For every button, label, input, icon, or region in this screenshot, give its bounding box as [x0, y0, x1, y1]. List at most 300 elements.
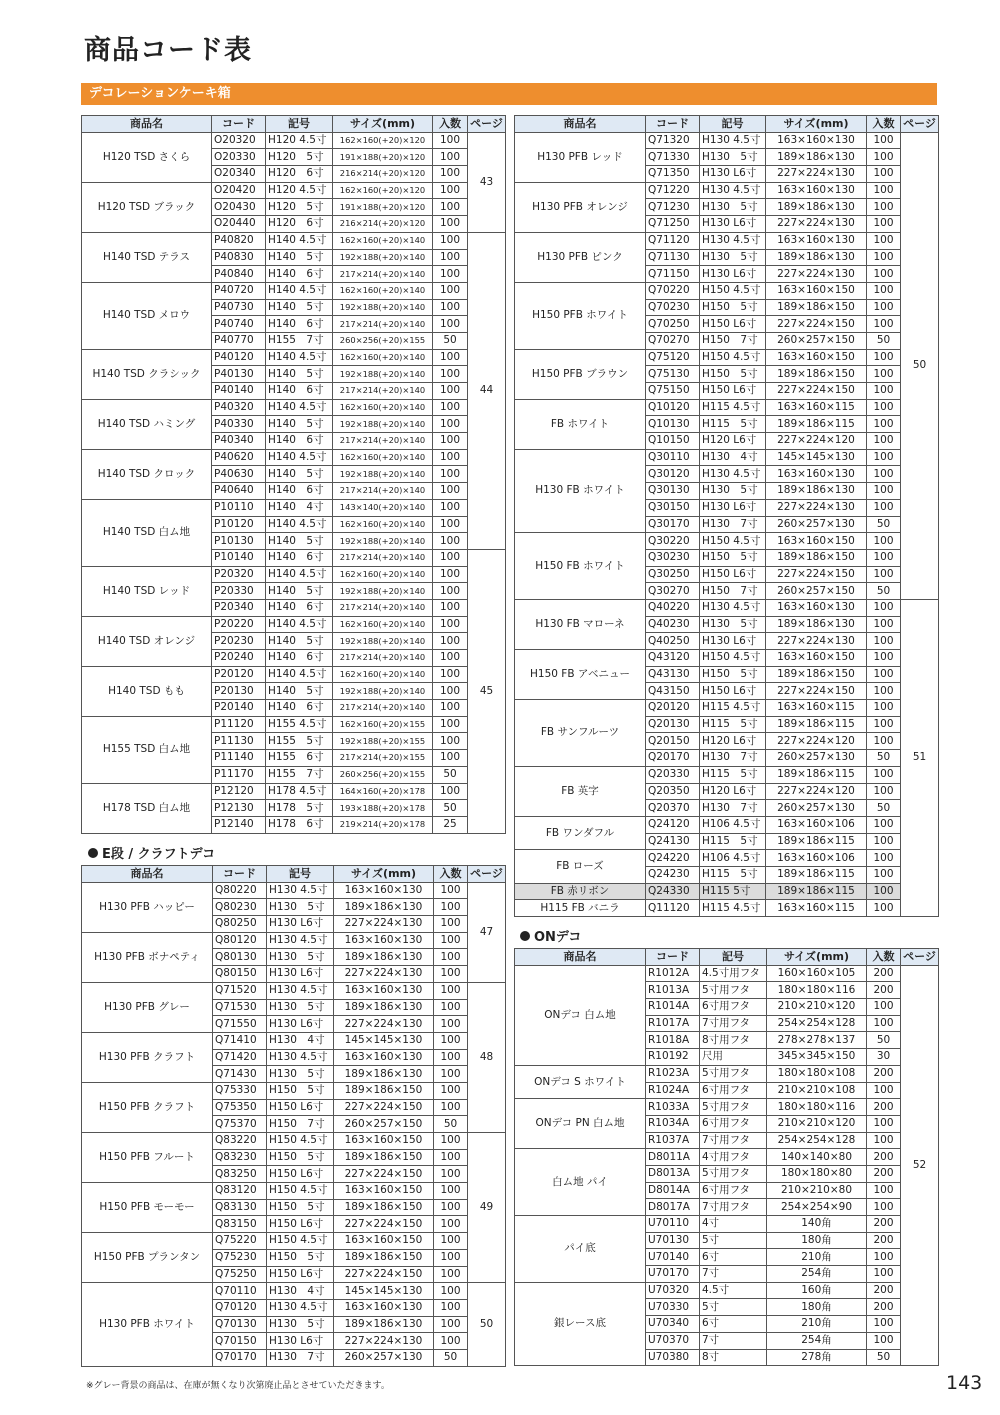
product-code: O20420 — [212, 182, 266, 199]
product-quantity: 200 — [867, 1282, 901, 1299]
product-quantity: 100 — [433, 266, 468, 283]
product-size: 191×188(+20)×120 — [333, 149, 433, 166]
product-symbol: 6寸用フタ — [700, 1115, 767, 1132]
product-size: 254×254×128 — [767, 1015, 867, 1032]
product-size: 163×160×150 — [766, 650, 867, 667]
product-symbol: H130 L6寸 — [700, 216, 766, 233]
product-code: U70380 — [646, 1349, 700, 1366]
product-quantity: 100 — [434, 949, 468, 966]
product-symbol: H150 4.5寸 — [267, 1183, 334, 1200]
product-name: H150 FB アベニュー — [515, 650, 646, 700]
table-row — [82, 132, 506, 149]
product-symbol: H115 5寸 — [700, 866, 766, 883]
product-code: D8014A — [646, 1182, 700, 1199]
product-symbol: H130 5寸 — [700, 616, 766, 633]
product-code: P40630 — [212, 466, 266, 483]
product-quantity: 100 — [867, 466, 901, 483]
footnote: ※グレー背景の商品は、在庫が無くなり次第廃止品とさせていただきます。 — [86, 1381, 390, 1391]
product-quantity: 100 — [433, 750, 468, 767]
product-code: P10110 — [212, 499, 266, 516]
product-quantity: 100 — [433, 132, 468, 149]
product-quantity: 100 — [867, 199, 901, 216]
product-size: 193×188(+20)×178 — [333, 800, 433, 817]
bullet-icon — [520, 931, 530, 941]
product-quantity: 100 — [434, 1133, 468, 1150]
product-symbol: H140 4.5寸 — [266, 282, 333, 299]
product-quantity: 100 — [434, 1032, 468, 1049]
product-symbol: H140 5寸 — [266, 299, 333, 316]
product-code: U70320 — [646, 1282, 700, 1299]
product-code: Q20370 — [646, 800, 700, 817]
product-code: R1014A — [646, 999, 700, 1016]
product-size: 162×160(+20)×140 — [333, 666, 433, 683]
product-symbol: H140 4.5寸 — [266, 516, 333, 533]
product-code: R1034A — [646, 1115, 700, 1132]
product-symbol: H150 L6寸 — [267, 1216, 334, 1233]
table-row — [515, 850, 939, 867]
product-symbol: H120 5寸 — [266, 149, 333, 166]
product-code: Q71410 — [213, 1032, 267, 1049]
product-quantity: 100 — [433, 533, 468, 550]
product-symbol: H115 5寸 — [700, 416, 766, 433]
product-size: 216×214(+20)×120 — [333, 166, 433, 183]
product-quantity: 25 — [433, 816, 468, 833]
product-size: 189×186×130 — [334, 1316, 434, 1333]
table-row — [82, 1183, 506, 1200]
product-size: 163×160×130 — [766, 599, 867, 616]
product-code: Q70130 — [213, 1316, 267, 1333]
header-size: サイズ(mm) — [334, 866, 434, 883]
product-quantity: 100 — [433, 566, 468, 583]
product-symbol: H150 4.5寸 — [700, 650, 766, 667]
product-symbol: 6寸用フタ — [700, 1182, 767, 1199]
product-size: 192×188(+20)×140 — [333, 416, 433, 433]
product-quantity: 50 — [867, 583, 901, 600]
product-quantity: 100 — [867, 232, 901, 249]
product-code: Q70220 — [646, 282, 700, 299]
product-code: Q83150 — [213, 1216, 267, 1233]
product-code: Q10130 — [646, 416, 700, 433]
product-size: 162×160(+20)×140 — [333, 616, 433, 633]
product-quantity: 100 — [433, 182, 468, 199]
product-quantity: 100 — [867, 1332, 901, 1349]
table-row — [515, 282, 939, 299]
product-symbol: 7寸 — [700, 1266, 767, 1283]
product-symbol: H120 L6寸 — [700, 783, 766, 800]
product-quantity: 100 — [867, 1115, 901, 1132]
product-code: Q30230 — [646, 549, 700, 566]
product-code: Q24120 — [646, 816, 700, 833]
product-code: Q71230 — [646, 199, 700, 216]
product-size: 189×186×150 — [334, 1249, 434, 1266]
product-symbol: 4.5寸用フタ — [700, 965, 767, 982]
product-code: O20330 — [212, 149, 266, 166]
product-quantity: 100 — [867, 766, 901, 783]
product-size: 189×186×115 — [766, 416, 867, 433]
product-quantity: 100 — [867, 850, 901, 867]
product-table-fb — [514, 115, 939, 917]
product-symbol: H150 5寸 — [267, 1082, 334, 1099]
product-code: Q71120 — [646, 232, 700, 249]
product-name: パイ底 — [515, 1216, 646, 1283]
product-quantity: 100 — [867, 166, 901, 183]
header-symbol: 記号 — [266, 116, 333, 133]
product-code: P40120 — [212, 349, 266, 366]
product-size: 227×224×130 — [766, 499, 867, 516]
product-symbol: H115 4.5寸 — [700, 900, 766, 917]
product-quantity: 100 — [434, 1316, 468, 1333]
product-code: Q71430 — [213, 1066, 267, 1083]
product-size: 210×210×120 — [767, 1115, 867, 1132]
product-symbol: H140 6寸 — [266, 700, 333, 717]
product-size: 227×224×120 — [766, 433, 867, 450]
product-symbol: H130 L6寸 — [267, 1016, 334, 1033]
product-code: P20320 — [212, 566, 266, 583]
product-code: Q30130 — [646, 483, 700, 500]
header-code: コード — [646, 116, 700, 133]
product-quantity: 100 — [867, 416, 901, 433]
product-symbol: H150 7寸 — [700, 583, 766, 600]
product-code: Q71130 — [646, 249, 700, 266]
product-code: P40340 — [212, 433, 266, 450]
product-symbol: H130 5寸 — [700, 199, 766, 216]
section-heading-on-deco — [520, 926, 581, 945]
product-size: 260×257×150 — [334, 1116, 434, 1133]
page-ref: 51 — [901, 599, 939, 916]
product-size: 189×186×150 — [766, 366, 867, 383]
page-ref: 47 — [468, 882, 506, 982]
product-quantity: 100 — [867, 1182, 901, 1199]
product-symbol: H130 L6寸 — [267, 966, 334, 983]
product-size: 217×214(+20)×140 — [333, 383, 433, 400]
product-quantity: 100 — [434, 882, 468, 899]
product-symbol: H130 L6寸 — [700, 266, 766, 283]
product-code: Q71220 — [646, 182, 700, 199]
product-size: 189×186×130 — [334, 949, 434, 966]
table-row — [515, 1065, 939, 1082]
product-symbol: H130 4.5寸 — [267, 932, 334, 949]
product-size: 189×186×150 — [334, 1199, 434, 1216]
product-symbol: H130 4寸 — [700, 449, 766, 466]
product-size: 260×257×150 — [766, 583, 867, 600]
page-ref: 43 — [468, 132, 506, 232]
table-row — [82, 399, 506, 416]
table-row — [515, 900, 939, 917]
product-symbol: H155 7寸 — [266, 332, 333, 349]
product-quantity: 100 — [867, 282, 901, 299]
product-quantity: 100 — [867, 999, 901, 1016]
product-symbol: H130 4.5寸 — [267, 882, 334, 899]
product-symbol: H150 7寸 — [700, 332, 766, 349]
product-quantity: 100 — [867, 349, 901, 366]
product-name: H150 PFB フルート — [82, 1133, 213, 1183]
product-code: Q11120 — [646, 900, 700, 917]
product-code: P20330 — [212, 583, 266, 600]
header-page: ページ — [468, 116, 506, 133]
product-code: Q71420 — [213, 1049, 267, 1066]
product-code: Q30120 — [646, 466, 700, 483]
product-name: H140 TSD メロウ — [82, 282, 212, 349]
table-row — [515, 533, 939, 550]
product-code: Q40250 — [646, 633, 700, 650]
product-code: Q24230 — [646, 866, 700, 883]
page-title: 商品コード表 — [84, 35, 252, 66]
table-header-row — [82, 116, 506, 133]
table-header-row — [515, 116, 939, 133]
product-name: H130 PFB クラフト — [82, 1032, 213, 1082]
product-size: 162×160(+20)×140 — [333, 449, 433, 466]
product-size: 189×186×130 — [334, 1066, 434, 1083]
product-symbol: H150 5寸 — [700, 366, 766, 383]
product-size: 227×224×150 — [334, 1099, 434, 1116]
product-name: H150 PFB プランタン — [82, 1233, 213, 1283]
product-code: Q10120 — [646, 399, 700, 416]
product-code: P40840 — [212, 266, 266, 283]
product-quantity: 100 — [433, 716, 468, 733]
table-row — [82, 1133, 506, 1150]
header-code: コード — [646, 949, 700, 966]
product-code: Q24130 — [646, 833, 700, 850]
product-quantity: 100 — [867, 783, 901, 800]
product-code: R1012A — [646, 965, 700, 982]
table-row — [515, 1282, 939, 1299]
product-symbol: H140 5寸 — [266, 683, 333, 700]
product-quantity: 200 — [867, 1232, 901, 1249]
product-quantity: 100 — [434, 916, 468, 933]
product-size: 162×160(+20)×140 — [333, 516, 433, 533]
product-quantity: 200 — [867, 1099, 901, 1116]
product-code: P40130 — [212, 366, 266, 383]
product-size: 163×160×150 — [334, 1133, 434, 1150]
product-code: D8017A — [646, 1199, 700, 1216]
product-size: 189×186×115 — [766, 883, 867, 900]
product-quantity: 100 — [433, 299, 468, 316]
product-size: 180角 — [767, 1299, 867, 1316]
product-code: P40820 — [212, 232, 266, 249]
product-quantity: 100 — [433, 683, 468, 700]
product-size: 217×214(+20)×140 — [333, 316, 433, 333]
product-quantity: 100 — [867, 1249, 901, 1266]
product-size: 210角 — [767, 1249, 867, 1266]
product-quantity: 30 — [867, 1049, 901, 1066]
product-symbol: 5寸用フタ — [700, 1099, 767, 1116]
product-size: 145×145×130 — [334, 1032, 434, 1049]
product-quantity: 100 — [434, 932, 468, 949]
product-size: 180×180×116 — [767, 982, 867, 999]
product-quantity: 50 — [433, 766, 468, 783]
product-name: H130 FB マローネ — [515, 599, 646, 649]
product-code: Q71350 — [646, 166, 700, 183]
product-code: P40720 — [212, 282, 266, 299]
product-symbol: H130 L6寸 — [700, 166, 766, 183]
product-size: 260×256(+20)×155 — [333, 332, 433, 349]
product-size: 189×186×130 — [766, 149, 867, 166]
header-page: ページ — [468, 866, 506, 883]
product-code: Q30150 — [646, 499, 700, 516]
product-symbol: 6寸用フタ — [700, 1082, 767, 1099]
product-name: H150 PFB ブラウン — [515, 349, 646, 399]
product-name: H155 TSD 白ム地 — [82, 716, 212, 783]
product-symbol: H130 5寸 — [267, 1066, 334, 1083]
product-symbol: H140 5寸 — [266, 249, 333, 266]
product-quantity: 100 — [434, 1183, 468, 1200]
product-quantity: 100 — [867, 650, 901, 667]
product-size: 189×186×150 — [766, 299, 867, 316]
product-code: Q40230 — [646, 616, 700, 633]
product-code: Q20150 — [646, 733, 700, 750]
product-symbol: H115 5寸 — [700, 833, 766, 850]
product-name: 銀レース底 — [515, 1282, 646, 1365]
product-size: 217×214(+20)×155 — [333, 750, 433, 767]
product-symbol: 8寸 — [700, 1349, 767, 1366]
header-size: サイズ(mm) — [766, 116, 867, 133]
product-quantity: 100 — [433, 666, 468, 683]
product-size: 254角 — [767, 1266, 867, 1283]
product-size: 227×224×130 — [766, 633, 867, 650]
table-row — [515, 1216, 939, 1233]
product-symbol: H140 6寸 — [266, 433, 333, 450]
product-size: 227×224×130 — [766, 216, 867, 233]
product-quantity: 100 — [434, 1016, 468, 1033]
table-row — [82, 783, 506, 800]
product-code: Q20120 — [646, 700, 700, 717]
table-row — [515, 599, 939, 616]
product-quantity: 100 — [433, 466, 468, 483]
product-code: P40140 — [212, 383, 266, 400]
product-quantity: 100 — [434, 966, 468, 983]
product-symbol: H115 5寸 — [700, 883, 766, 900]
product-symbol: H106 4.5寸 — [700, 850, 766, 867]
product-quantity: 100 — [434, 999, 468, 1016]
product-name: FB ワンダフル — [515, 816, 646, 849]
product-code: Q24330 — [646, 883, 700, 900]
product-size: 192×188(+20)×140 — [333, 466, 433, 483]
product-symbol: H140 6寸 — [266, 316, 333, 333]
product-code: Q83220 — [213, 1133, 267, 1150]
product-symbol: H155 5寸 — [266, 733, 333, 750]
product-symbol: H130 4.5寸 — [700, 182, 766, 199]
product-size: 163×160×130 — [334, 1299, 434, 1316]
product-symbol: H130 4.5寸 — [267, 1049, 334, 1066]
product-size: 210×210×108 — [767, 1082, 867, 1099]
product-quantity: 100 — [433, 282, 468, 299]
product-code: O20320 — [212, 132, 266, 149]
product-size: 189×186×115 — [766, 766, 867, 783]
header-product-name: 商品名 — [515, 949, 646, 966]
product-size: 189×186×130 — [766, 199, 867, 216]
header-page: ページ — [901, 116, 939, 133]
product-quantity: 100 — [867, 1316, 901, 1333]
product-symbol: H130 4.5寸 — [700, 599, 766, 616]
product-size: 192×188(+20)×140 — [333, 249, 433, 266]
product-quantity: 100 — [867, 883, 901, 900]
product-quantity: 100 — [433, 249, 468, 266]
product-code: Q70110 — [213, 1283, 267, 1300]
product-size: 260×256(+20)×155 — [333, 766, 433, 783]
product-code: P12120 — [212, 783, 266, 800]
section-heading-e-flute — [88, 843, 215, 862]
product-code: Q75330 — [213, 1082, 267, 1099]
product-code: Q30110 — [646, 449, 700, 466]
product-quantity: 100 — [867, 700, 901, 717]
product-quantity: 100 — [867, 833, 901, 850]
product-name: H140 TSD クラシック — [82, 349, 212, 399]
product-size: 189×186×130 — [766, 616, 867, 633]
product-symbol: 7寸用フタ — [700, 1199, 767, 1216]
product-symbol: H130 5寸 — [700, 249, 766, 266]
product-size: 189×186×150 — [334, 1082, 434, 1099]
product-code: U70370 — [646, 1332, 700, 1349]
product-quantity: 100 — [867, 366, 901, 383]
product-quantity: 100 — [867, 383, 901, 400]
product-size: 227×224×150 — [766, 383, 867, 400]
product-code: P20340 — [212, 599, 266, 616]
product-name: H130 PFB オレンジ — [515, 182, 646, 232]
table-header-row — [82, 866, 506, 883]
page-ref: 48 — [468, 982, 506, 1132]
product-symbol: H120 L6寸 — [700, 433, 766, 450]
product-quantity: 100 — [433, 316, 468, 333]
header-code: コード — [212, 116, 266, 133]
product-code: Q70170 — [213, 1349, 267, 1366]
product-quantity: 100 — [867, 633, 901, 650]
product-size: 160×160×105 — [767, 965, 867, 982]
product-name: 白ム地 パイ — [515, 1149, 646, 1216]
product-size: 192×188(+20)×140 — [333, 299, 433, 316]
product-quantity: 100 — [434, 1049, 468, 1066]
product-code: Q70120 — [213, 1299, 267, 1316]
product-name: H140 TSD ハミング — [82, 399, 212, 449]
product-symbol: H150 5寸 — [700, 549, 766, 566]
product-size: 163×160×130 — [334, 982, 434, 999]
product-quantity: 100 — [867, 249, 901, 266]
product-symbol: H150 5寸 — [267, 1249, 334, 1266]
product-symbol: H130 7寸 — [700, 516, 766, 533]
product-quantity: 100 — [433, 349, 468, 366]
product-quantity: 100 — [434, 1216, 468, 1233]
table-row — [515, 1099, 939, 1116]
product-name: H115 FB バニラ — [515, 900, 646, 917]
product-symbol: H140 6寸 — [266, 383, 333, 400]
product-symbol: H155 7寸 — [266, 766, 333, 783]
product-quantity: 100 — [867, 533, 901, 550]
product-symbol: H140 4.5寸 — [266, 616, 333, 633]
product-symbol: H178 5寸 — [266, 800, 333, 817]
product-code: Q20170 — [646, 750, 700, 767]
product-code: P20230 — [212, 633, 266, 650]
product-quantity: 50 — [433, 332, 468, 349]
product-symbol: H140 5寸 — [266, 416, 333, 433]
product-quantity: 100 — [433, 650, 468, 667]
product-symbol: 6寸用フタ — [700, 999, 767, 1016]
product-quantity: 100 — [433, 399, 468, 416]
product-name: H130 PFB レッド — [515, 132, 646, 182]
product-symbol: 尺用 — [700, 1049, 767, 1066]
product-code: Q75150 — [646, 383, 700, 400]
product-quantity: 100 — [867, 866, 901, 883]
product-size: 189×186×115 — [766, 716, 867, 733]
product-symbol: H130 5寸 — [267, 1316, 334, 1333]
product-size: 192×188(+20)×155 — [333, 733, 433, 750]
product-size: 180×180×116 — [767, 1099, 867, 1116]
product-symbol: 7寸 — [700, 1332, 767, 1349]
product-code: Q80120 — [213, 932, 267, 949]
product-quantity: 100 — [867, 483, 901, 500]
product-size: 227×224×120 — [766, 783, 867, 800]
table-row — [515, 132, 939, 149]
product-quantity: 100 — [867, 566, 901, 583]
table-row — [82, 1283, 506, 1300]
